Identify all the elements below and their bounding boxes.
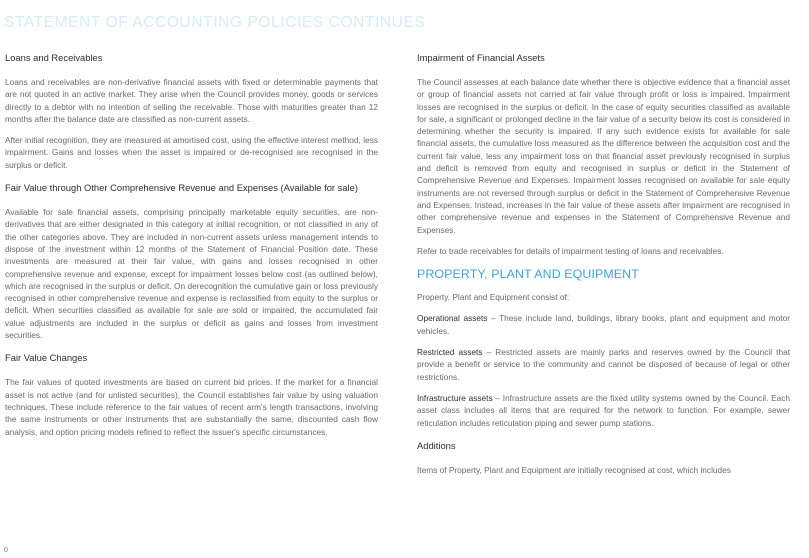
page-title: STATEMENT OF ACCOUNTING POLICIES CONTINUES <box>4 14 426 31</box>
ppe-section-heading: PROPERTY, PLANT AND EQUIPMENT <box>417 267 639 282</box>
infrastructure-assets-paragraph <box>417 392 790 429</box>
impairment-heading: Impairment of Financial Assets <box>417 52 545 63</box>
loans-paragraph-2: After initial recognition, they are measured at amortised cost, using the effective interest method, less impairment. Gains and losses when the asset is impaired or de-recognised are recognised in the surplus or deficit. <box>5 135 378 170</box>
right-column <box>417 50 790 485</box>
additions-heading: Additions <box>417 439 456 451</box>
page-number: 0 <box>4 547 8 554</box>
infrastructure-assets-lead: Infrastructure assets <box>417 392 493 403</box>
operational-assets-paragraph <box>417 312 790 337</box>
additions-paragraph: Items of Property, Plant and Equipment are initially recognised at cost, which includes <box>417 464 731 475</box>
fvocre-heading: Fair Value through Other Comprehensive Revenue and Expenses (Available for sale) <box>5 182 358 194</box>
restricted-assets-lead: Restricted assets <box>417 347 483 358</box>
impairment-paragraph-2: Refer to trade receivables for details of impairment testing of loans and receivables. <box>417 245 724 256</box>
restricted-assets-text: – Restricted assets are mainly parks and reserves owned by the Council that provide a benefit or service to the community and cannot be disposed of because of legal or other restrictions. <box>417 347 791 382</box>
operational-assets-text: – These include land, buildings, library books, plant and equipment and motor vehicles. <box>417 313 790 336</box>
impairment-paragraph-1: The Council assesses at each balance date whether there is objective evidence that a financial asset or group of financial assets not carried at fair value through profit or loss is impaired. Impairment losses are recognised in the surplus or deficit. In the case of equity securities classified as available for sale, a significant or prolonged decline in the fair value of a security below its cost is considered in determining whether the security is impaired. If any such evidence exists for available for sale financial assets, the cumulative loss measured as the difference between the acquisition cost and the current fair value, less any impairment loss on that financial asset previously recognised in surplus and deficit is removed from equity and recognised in surplus or deficit in the Statement of Comprehensive Revenue and Expenses. Impairment losses recognised on available for sale equity instruments are not reversed through surplus or deficit in the Statement of Comprehensive Revenue and Expenses. Instead, increases in the fair value of these assets after impairment are recognised in other comprehensive revenue and expenses in the Statement of Comprehensive Revenue and Expenses. <box>417 77 790 235</box>
left-column <box>5 50 378 447</box>
fvocre-paragraph: Available for sale financial assets, comprising principally marketable equity securities, are non-derivatives that are either designated in this category at initial recognition, or not classified in any of the other categories above. They are included in non-current assets unless management intends to dispose of the investment within 12 months of the Statement of Financial Position date. These investments are measured at their fair value, with gains and losses recognised in other comprehensive revenue and expense, except for impairment losses below cost (as outlined below), which are recognised in the surplus or deficit. On derecognition the cumulative gain or loss previously recognised in other comprehensive revenue and expense is reclassified from equity to the surplus or deficit. When securities classified as available for sale are sold or impaired, the accumulated fair value adjustments are included in the surplus or deficit as gains and losses from investment securities. <box>5 207 378 341</box>
loans-heading: Loans and Receivables <box>5 52 103 63</box>
fair-value-changes-paragraph: The fair values of quoted investments are based on current bid prices. If the market for a financial asset is not active (and for unlisted securities), the Council establishes fair value by using valuation techniques. These include reference to the fair values of recent arm's length transactions, involving the same instruments or other instruments that are substantially the same, discounted cash flow analysis, and option pricing models refined to reflect the issuer's specific circumstances. <box>5 377 378 437</box>
operational-assets-lead: Operational assets <box>417 313 488 324</box>
fair-value-changes-heading: Fair Value Changes <box>5 352 88 364</box>
loans-paragraph-1: Loans and receivables are non-derivative financial assets with fixed or determinable payments that are not quoted in an active market. They arise when the Council provides money, goods or services directly to a debtor with no intention of selling the receivable. Those with maturities greater than 12 months after the balance date are classified as non-current assets. <box>5 77 378 124</box>
infrastructure-assets-text: – Infrastructure assets are the fixed utility systems owned by the Council. Each asset class includes all items that are required for the network to function. For example, sewer reticulation includes reticulation piping and sewer pump stations. <box>417 392 790 428</box>
ppe-intro: Property, Plant and Equipment consist of: <box>417 292 570 303</box>
restricted-assets-paragraph <box>417 346 790 383</box>
